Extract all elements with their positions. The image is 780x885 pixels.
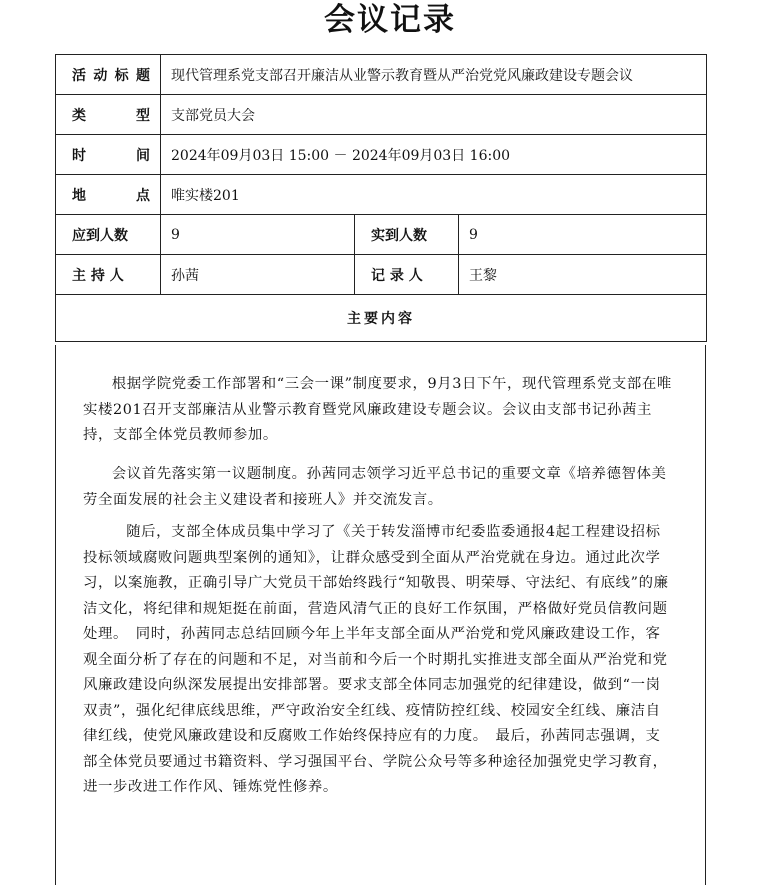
actual-label: 实到人数	[355, 215, 459, 255]
paragraph: 根据学院党委工作部署和“三会一课”制度要求，9月3日下午，现代管理系党支部在唯实楼201召开支部廉洁从业警示教育暨党风廉政建设专题会议。会议由支部书记孙茜主持，支部全体党员教师参加。	[83, 376, 672, 443]
topic-label: 活动标题	[56, 55, 161, 95]
type-label: 类 型	[56, 95, 161, 135]
topic-row	[56, 55, 707, 95]
content-body	[55, 345, 706, 885]
paragraph: 随后，支部全体成员集中学习了《关于转发淄博市纪委监委通报4起工程建设招标投标领域腐败问题典型案例的通知》，让群众感受到全面从严治党就在身边。通过此次学习，以案施教，正确引导广大党员干部始终践行“知敬畏、明荣辱、守法纪、有底线”的廉洁文化，将纪律和规矩挺在前面，营造风清气正的良好工作氛围，严格做好党员信教问题处理。 同时，孙茜同志总结回顾今年上半年支部全面从严治党和党风廉政建设工作，客观全面分析了存在的问题和不足，对当前和今后一个时期扎实推进支部全面从严治党和党风廉政建设向纵深发展提出安排部署。要求支部全体同志加强党的纪律建设，做到“一岗双责”，强化纪律底线思维，严守政治安全红线、疫情防控红线、校园安全红线、廉洁自律红线，使党风廉政建设和反腐败工作始终保持应有的力度。 最后，孙茜同志强调，支部全体党员要通过书籍资料、学习强国平台、学院公众号等多种途径加强党史学习教育，进一步改进工作作风、锤炼党性修养。	[83, 524, 669, 795]
time-label: 时 间	[56, 135, 161, 175]
type-value: 支部党员大会	[161, 95, 707, 135]
people-row	[56, 255, 707, 295]
topic-value: 现代管理系党支部召开廉洁从业警示教育暨从严治党党风廉政建设专题会议	[161, 55, 707, 95]
content-heading: 主要内容	[56, 295, 707, 342]
actual-value: 9	[459, 215, 707, 255]
page-title: 会议记录	[324, 2, 456, 38]
expected-label: 应到人数	[56, 215, 161, 255]
recorder-value: 王黎	[459, 255, 707, 295]
place-row	[56, 175, 707, 215]
paragraph: 会议首先落实第一议题制度。孙茜同志领学习近平总书记的重要文章《培养德智体美劳全面发展的社会主义建设者和接班人》并交流发言。	[83, 466, 667, 508]
time-value: 2024年09月03日 15:00 － 2024年09月03日 16:00	[161, 135, 707, 175]
content-heading-row	[56, 295, 707, 342]
attendance-row	[56, 215, 707, 255]
time-row	[56, 135, 707, 175]
host-label: 主 持 人	[56, 255, 161, 295]
host-value: 孙茜	[161, 255, 355, 295]
expected-value: 9	[161, 215, 355, 255]
place-value: 唯实楼201	[161, 175, 707, 215]
meeting-info-table	[55, 54, 707, 342]
place-label: 地 点	[56, 175, 161, 215]
recorder-label: 记 录 人	[355, 255, 459, 295]
type-row	[56, 95, 707, 135]
